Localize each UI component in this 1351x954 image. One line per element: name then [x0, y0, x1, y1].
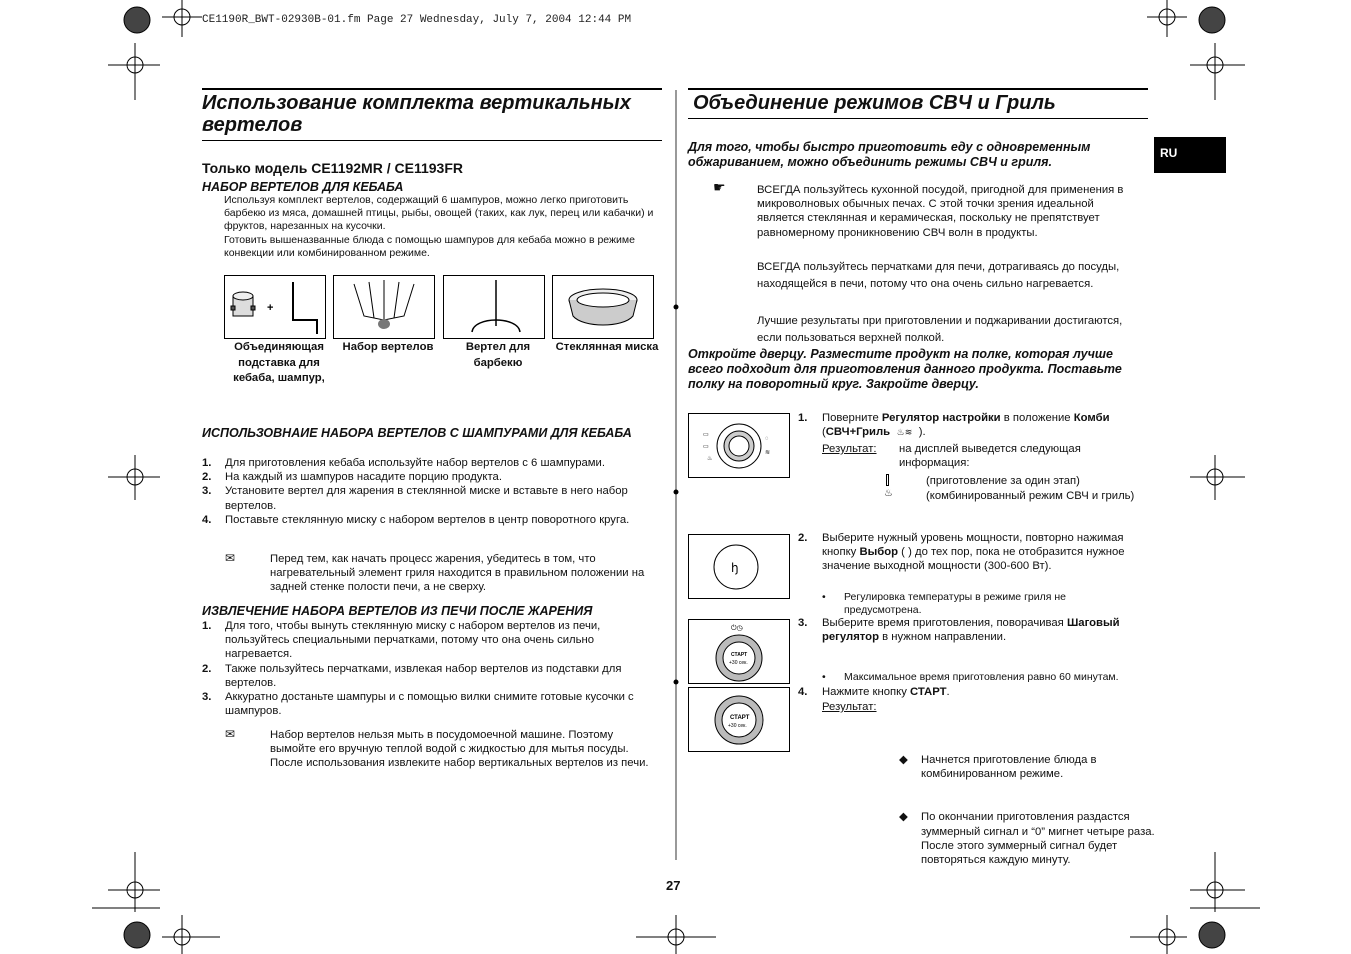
svg-text:◌: ◌	[765, 436, 769, 442]
removal-note: Набор вертелов нельзя мыть в посудомоечной машине. Поэтому вымойте его вручную теплой водой с жидкостью для мытья посуды. После использования извлеките набор вертикальных вертелов из печи.	[270, 729, 649, 770]
removal-steps	[202, 619, 662, 718]
step4-result-1: ◆ Начнется приготовление блюда в комбинированном режиме.	[899, 754, 1097, 781]
step1-text: Поверните Регулятор настройки в положение Комби (СВЧ+Гриль ♨≋ ).	[822, 412, 1110, 439]
step2-text: Выберите нужный уровень мощности, повторно нажимая кнопку Выбор ( ) до тех пор, пока не отобразится нужное значение выходной мощности (300-600 Вт).	[822, 532, 1125, 573]
mode-dial-figure	[688, 413, 790, 478]
mode-dial-illustration	[689, 414, 789, 477]
display-one-stage: (приготовление за один этап)	[926, 475, 1080, 487]
one-stage-icon	[886, 474, 889, 486]
model-heading: Только модель CE1192MR / CE1193FR	[202, 160, 463, 176]
display-combi: (комбинированный режим СВЧ и гриль)	[926, 490, 1135, 502]
caption-glass-bowl: Стеклянная миска	[555, 341, 659, 353]
select-button-illustration	[689, 535, 789, 598]
usage-note: Перед тем, как начать процесс жарения, убедитесь в том, что нагревательный элемент гриля находится в правильном положении на задней стенке полости печи, а не сверху.	[270, 553, 645, 594]
step3-text: Выберите время приготовления, поворачивая Шаговый регулятор в нужном направлении.	[822, 617, 1120, 644]
title-underline	[202, 140, 662, 141]
list-item: 3. Установите вертел для жарения в стеклянной миске и вставьте в него набор вертелов.	[202, 485, 628, 512]
kebab-set-text-2: Готовить вышеназванные блюда с помощью шампуров для кебаба можно в режиме конвекции или комбинированном режиме.	[224, 234, 635, 259]
removal-heading: ИЗВЛЕЧЕНИЕ НАБОРА ВЕРТЕЛОВ ИЗ ПЕЧИ ПОСЛЕ ЖАРЕНИЯ	[202, 604, 593, 618]
svg-text:♨: ♨	[707, 456, 713, 462]
step1-number: 1.	[798, 412, 808, 424]
svg-text:≋: ≋	[765, 450, 771, 456]
tip-3: Лучшие результаты при приготовлении и поджаривании достигаются, если пользоваться верхней полкой.	[757, 315, 1123, 344]
jog-dial-figure	[688, 619, 790, 684]
caption-stand: Объединяющая подставка для кебаба, шампур,	[233, 341, 325, 384]
list-item: 3. Аккуратно достаньте шампуры и с помощью вилки снимите готовые кусочки с шампуров.	[202, 691, 634, 718]
step4-result-label: Результат:	[822, 701, 877, 713]
list-item: 1. Для того, чтобы вынуть стеклянную миску с набором вертелов из печи, пользуйтесь специальными перчатками, потому что она очень сильно нагревается.	[202, 620, 601, 661]
figure-glass-bowl	[552, 275, 654, 339]
step4-number: 4.	[798, 686, 808, 698]
usage-heading: ИСПОЛЬЗОВНАИЕ НАБОРА ВЕРТЕЛОВ С ШАМПУРАМИ ДЛЯ КЕБАБА	[202, 426, 632, 440]
combi-icon: ♨≋	[894, 427, 915, 438]
door-instruction: Откройте дверцу. Разместите продукт на полке, которая лучше всего подходит для приготовления данного продукта. Поставьте полку на поворотный круг. Закройте дверцу.	[688, 347, 1122, 391]
start-button-illustration	[689, 688, 789, 751]
figure-bbq-spit	[443, 275, 545, 339]
tip-2: ВСЕГДА пользуйтесь перчатками для печи, дотрагиваясь до посуды, находящейся в печи, потому что она очень сильно нагревается.	[757, 261, 1120, 290]
usage-steps	[202, 456, 662, 527]
step2-number: 2.	[798, 532, 808, 544]
tip-1: ВСЕГДА пользуйтесь кухонной посудой, пригодной для применения в микроволновых обычных печах. С этой точки зрения идеальной является стеклянная и керамическая, поскольку не препятствует равномерному проникновению СВЧ волн в продукты.	[757, 184, 1124, 239]
step1-result-text: на дисплей выведется следующая информация:	[899, 443, 1081, 470]
step3-bullet: • Максимальное время приготовления равно 60 минутам.	[822, 671, 1119, 683]
combi-display-icon: ♨	[884, 488, 893, 499]
start-button-figure	[688, 687, 790, 752]
svg-text:ꜧ: ꜧ	[731, 561, 739, 575]
plus-sign: +	[267, 302, 274, 314]
page-title-right: Объединение режимов СВЧ и Гриль	[693, 92, 1056, 114]
step1-result-label: Результат:	[822, 443, 877, 455]
intro-text: Для того, чтобы быстро приготовить еду с одновременным обжариванием, можно объединить режимы СВЧ и гриля.	[688, 140, 1091, 169]
file-header: CE1190R_BWT-02930B-01.fm Page 27 Wednesday, July 7, 2004 12:44 PM	[202, 14, 632, 26]
caption-bbq-spit: Вертел для барбекю	[465, 341, 531, 369]
figure-stand-skewer	[224, 275, 326, 339]
figure-skewer-set	[333, 275, 435, 339]
glass-bowl-illustration	[553, 276, 653, 338]
language-tab: RU	[1154, 137, 1226, 173]
plus30-label: +30 сек.	[728, 723, 747, 729]
note-icon: ✉	[225, 551, 236, 565]
list-item: 2. Также пользуйтесь перчатками, извлекая набор вертелов из подставки для вертелов.	[202, 662, 622, 689]
page-number: 27	[666, 878, 681, 893]
title-rule	[202, 88, 662, 90]
step3-number: 3.	[798, 617, 808, 629]
title-rule	[688, 88, 1148, 90]
kebab-set-text-1: Используя комплект вертелов, содержащий 6 шампуров, можно легко приготовить барбекю из мяса, домашней птицы, рыбы, овощей (таких, как лук, перец или кабачки) и фруктов, нарезанных на кусочки.	[224, 194, 654, 232]
step2-bullet: • Регулировка температуры в режиме гриля не предусмотрена.	[822, 591, 1066, 616]
skewer-set-illustration	[334, 276, 434, 338]
stand-skewer-illustration	[225, 276, 325, 338]
start-label: СТАРТ	[731, 652, 748, 658]
start-label: СТАРТ	[730, 715, 750, 721]
list-item: 2. На каждый из шампуров насадите порцию продукта.	[202, 471, 502, 484]
plus30-label: +30 сек.	[729, 660, 748, 666]
kebab-set-heading: НАБОР ВЕРТЕЛОВ ДЛЯ КЕБАБА	[202, 180, 404, 194]
svg-text:⏻◷: ⏻◷	[731, 624, 743, 632]
list-item: 4. Поставьте стеклянную миску с набором вертелов в центр поворотного круга.	[202, 513, 630, 526]
step4-text: Нажмите кнопку СТАРТ.	[822, 686, 950, 698]
step4-result-2: ◆ По окончании приготовления раздастся зуммерный сигнал и “0” мигнет четыре раза. После этого зуммерный сигнал будет повторяться каждую минуту.	[899, 811, 1155, 867]
select-button-figure	[688, 534, 790, 599]
pointing-hand-icon: ☛	[713, 179, 726, 195]
caption-skewer-set: Набор вертелов	[342, 341, 434, 353]
list-item: 1. Для приготовления кебаба используйте набор вертелов с 6 шампурами.	[202, 457, 606, 469]
note-icon: ✉	[225, 727, 236, 741]
jog-dial-illustration	[689, 620, 789, 683]
page-title-left: Использование комплекта вертикальных вертелов	[202, 92, 631, 136]
svg-text:▭: ▭	[703, 432, 709, 438]
svg-text:▭: ▭	[703, 444, 709, 450]
bbq-spit-illustration	[444, 276, 544, 338]
title-underline	[688, 118, 1148, 119]
